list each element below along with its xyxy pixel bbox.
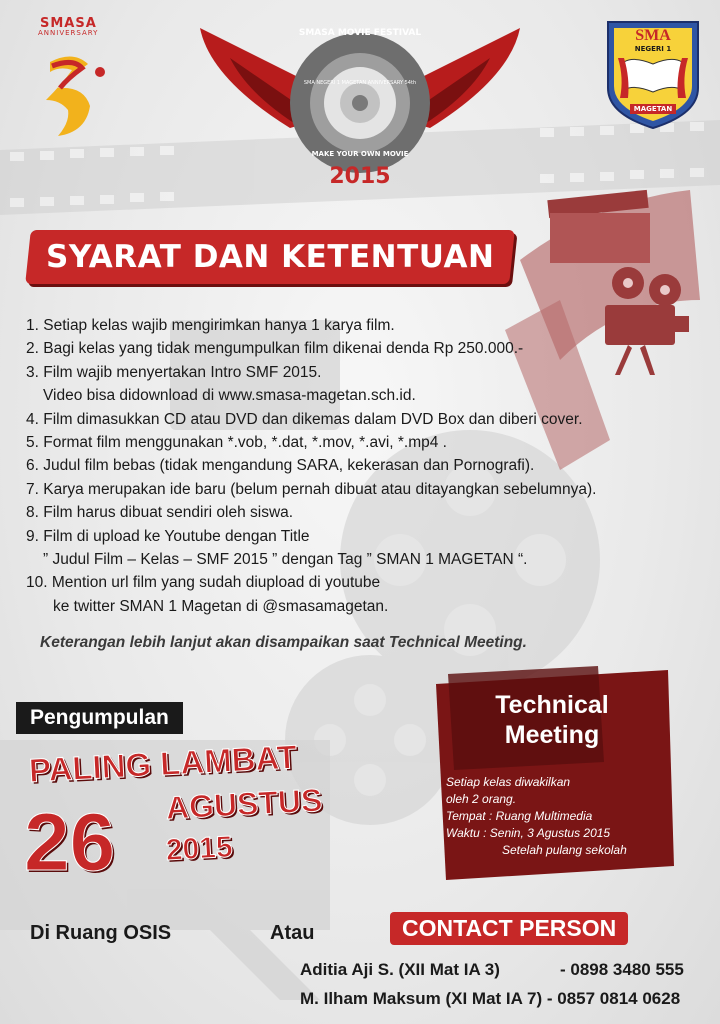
school-logo: [604, 18, 702, 130]
deadline-year: 2015: [165, 830, 234, 867]
rule-item-continuation: Video bisa didownload di www.smasa-magetan.sch.id.: [43, 387, 416, 405]
technical-meeting-title-line2: Meeting: [504, 721, 600, 749]
festival-year: 2015: [329, 164, 391, 189]
anniversary-logo-subtext: ANNIVERSARY: [38, 29, 99, 37]
technical-meeting-line: Setelah pulang sekolah: [502, 843, 627, 857]
school-logo-title: SMA: [635, 27, 671, 44]
contact-2: M. Ilham Maksum (XI Mat IA 7) - 0857 0814 0628: [300, 989, 681, 1008]
contact-heading: CONTACT PERSON: [402, 915, 617, 941]
festival-logo-top-text: SMASA MOVIE FESTIVAL: [298, 28, 422, 38]
technical-meeting-line: oleh 2 orang.: [446, 792, 517, 806]
contact-heading-box: [390, 912, 628, 945]
technical-meeting-line: Tempat : Ruang Multimedia: [446, 809, 593, 823]
rule-item-continuation: ke twitter SMAN 1 Magetan di @smasamagetan.: [53, 597, 389, 615]
rule-item: 1. Setiap kelas wajib mengirimkan hanya 1 karya film.: [26, 317, 395, 334]
deadline-day: 26: [24, 797, 116, 888]
technical-meeting-line: Waktu : Senin, 3 Agustus 2015: [446, 826, 611, 840]
rule-item: 5. Format film menggunakan *.vob, *.dat, *.mov, *.avi, *.mp4 .: [26, 434, 447, 452]
rule-item: 8. Film harus dibuat sendiri oleh siswa.: [26, 504, 294, 522]
school-logo-subtitle: NEGERI 1: [634, 45, 672, 53]
rule-item: 2. Bagi kelas yang tidak mengumpulkan film dikenai denda Rp 250.000.-: [26, 340, 524, 358]
deadline-label: Pengumpulan: [16, 702, 183, 734]
contact-1-name: Aditia Aji S. (XII Mat IA 3): [300, 960, 500, 979]
page-title: SYARAT DAN KETENTUAN: [46, 239, 495, 275]
rule-item: 7. Karya merupakan ide baru (belum pernah dibuat atau ditayangkan sebelumnya).: [26, 480, 597, 498]
festival-logo-bottom-text: MAKE YOUR OWN MOVIE: [311, 150, 409, 158]
or-text: Atau: [270, 922, 315, 944]
rule-item: 3. Film wajib menyertakan Intro SMF 2015.: [26, 363, 322, 381]
contact-1-phone: - 0898 3480 555: [560, 960, 684, 979]
festival-logo: [190, 18, 530, 193]
technical-meeting-line: Setiap kelas diwakilkan: [446, 775, 571, 789]
deadline-month: AGUSTUS: [165, 781, 324, 826]
technical-meeting-details: [446, 774, 627, 859]
anniversary-logo-text: SMASA: [40, 16, 97, 31]
rule-item: 4. Film dimasukkan CD atau DVD dan dikemas dalam DVD Box dan diberi cover.: [26, 410, 583, 428]
school-logo-bottom: MAGETAN: [633, 105, 673, 113]
info-note: Keterangan lebih lanjut akan disampaikan saat Technical Meeting.: [40, 634, 527, 651]
technical-meeting-box: [428, 666, 676, 882]
technical-meeting-title-line1: Technical: [495, 691, 609, 719]
deadline-paling-lambat: PALING LAMBAT: [28, 737, 298, 789]
rule-item: 6. Judul film bebas (tidak mengandung SARA, kekerasan dan Pornografi).: [26, 457, 535, 475]
technical-meeting-title: [428, 690, 676, 750]
submission-place: Di Ruang OSIS: [30, 922, 172, 944]
rule-item: 10. Mention url film yang sudah diupload di youtube: [26, 574, 381, 592]
festival-logo-ring-text: SMA NEGERI 1 MAGETAN ANNIVERSARY 54th: [303, 80, 417, 86]
rule-item-continuation: ” Judul Film – Kelas – SMF 2015 ” dengan Tag ” SMAN 1 MAGETAN “.: [43, 551, 528, 569]
title-banner: [25, 230, 515, 284]
rules-list: [26, 314, 706, 618]
rule-item: 9. Film di upload ke Youtube dengan Title: [26, 527, 310, 545]
